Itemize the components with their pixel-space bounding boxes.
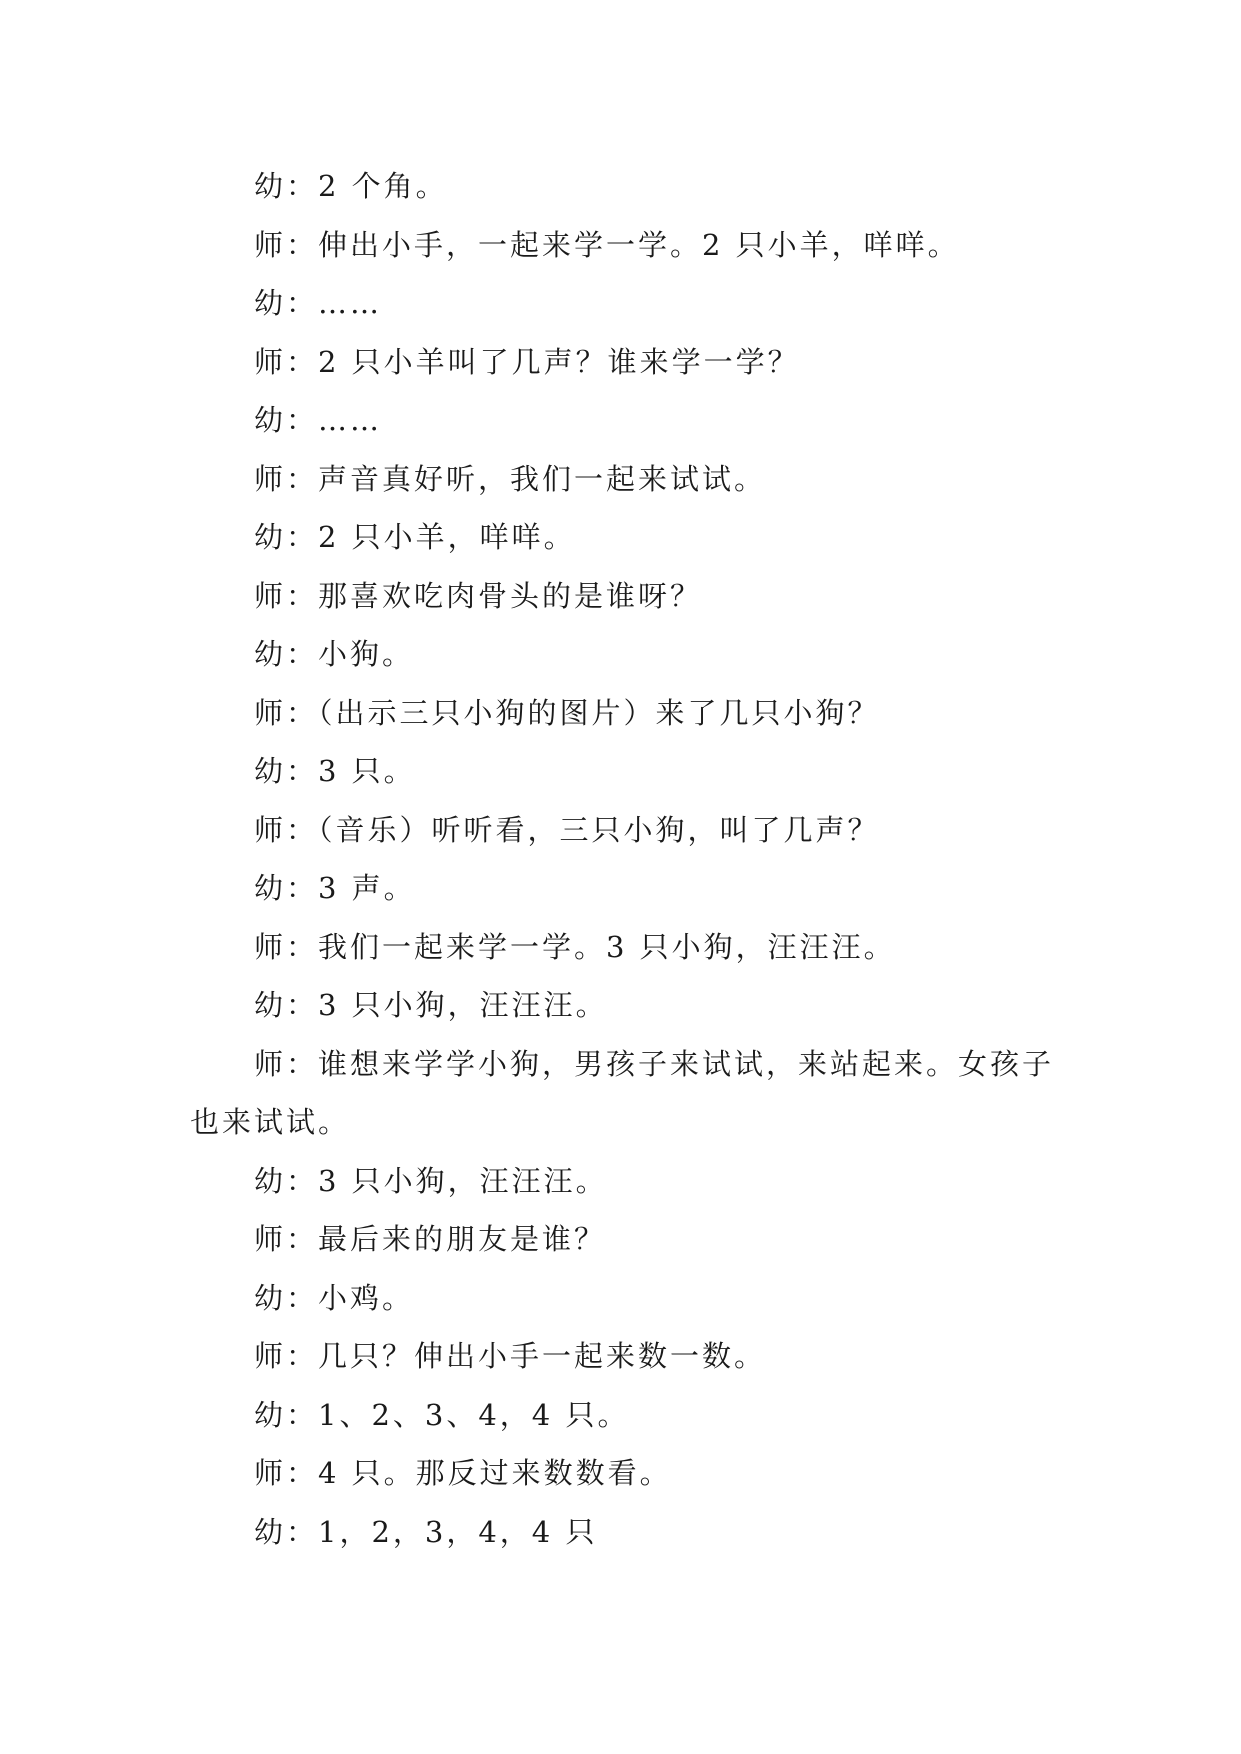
dialogue-line: 师：伸出小手，一起来学一学。2 只小羊，咩咩。 <box>254 227 960 262</box>
dialogue-line: 幼：…… <box>254 403 383 437</box>
dialogue-line: 幼：…… <box>254 286 383 320</box>
dialogue-line: 幼：3 声。 <box>254 871 416 905</box>
dialogue-line: 幼：1，2，3，4，4 只 <box>254 1514 598 1549</box>
dialogue-line: 师：声音真好听，我们一起来试试。 <box>254 461 767 496</box>
dialogue-line: 幼：3 只小狗，汪汪汪。 <box>254 1163 608 1198</box>
dialogue-line: 幼：2 只小羊，咩咩。 <box>254 520 576 554</box>
dialogue-line: 师：谁想来学学小狗，男孩子来试试，来站起来。女孩子也来试试。 <box>190 1046 1055 1139</box>
dialogue-line: 师：（出示三只小狗的图片）来了几只小狗？ <box>254 695 880 730</box>
dialogue-line: 师：2 只小羊叫了几声？谁来学一学？ <box>254 344 800 379</box>
dialogue-line: 幼：小狗。 <box>254 637 415 671</box>
dialogue-line: 师：我们一起来学一学。3 只小狗，汪汪汪。 <box>254 929 896 964</box>
dialogue-line: 幼：2 个角。 <box>254 169 448 203</box>
dialogue-line: 幼：1、2、3、4，4 只。 <box>254 1397 630 1432</box>
dialogue-line: 师：4 只。那反过来数数看。 <box>254 1456 672 1490</box>
dialogue-line: 幼：3 只。 <box>254 754 416 788</box>
dialogue-line: 师：几只？伸出小手一起来数一数。 <box>254 1339 767 1373</box>
dialogue-line: 幼：3 只小狗，汪汪汪。 <box>254 988 608 1022</box>
dialogue-line: 幼：小鸡。 <box>254 1280 415 1315</box>
dialogue-line: 师：那喜欢吃肉骨头的是谁呀？ <box>254 578 703 613</box>
dialogue-line: 师：（音乐）听听看，三只小狗，叫了几声？ <box>254 812 880 847</box>
dialogue-body <box>190 157 1058 1561</box>
dialogue-line: 师：最后来的朋友是谁？ <box>254 1222 607 1256</box>
